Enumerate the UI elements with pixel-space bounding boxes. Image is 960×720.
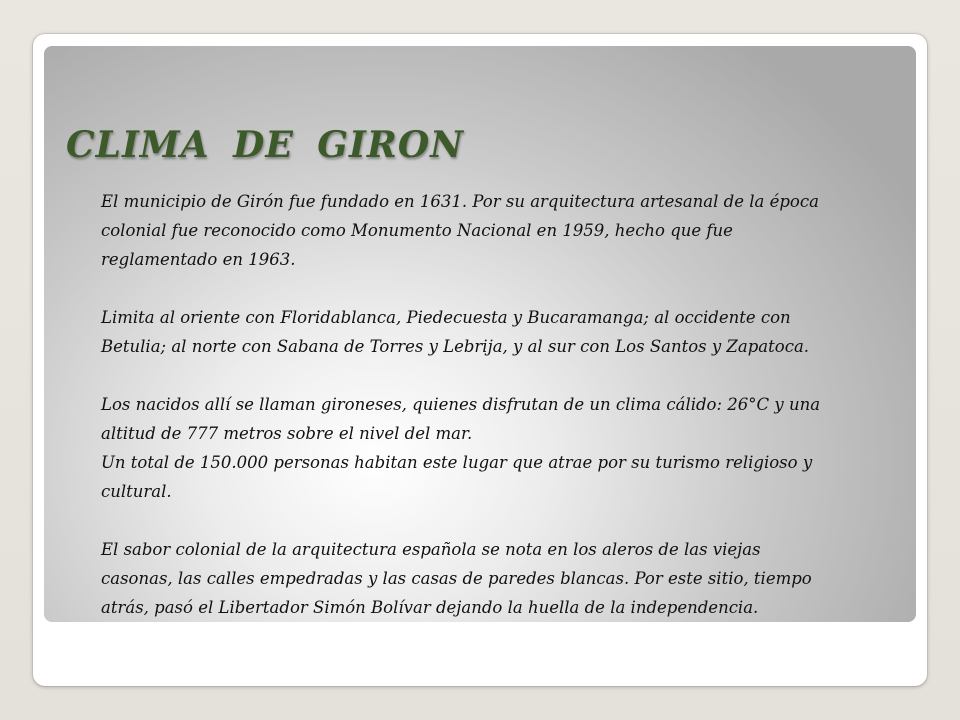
paragraph-population: Un total de 150.000 personas habitan este lugar que atrae por su turismo religioso y cultural. xyxy=(101,453,813,501)
paragraph-climate: Los nacidos allí se llaman gironeses, quienes disfrutan de un clima cálido: 26°C y una altitud de 777 metros sobre el nivel del mar. xyxy=(101,395,821,443)
slide-body xyxy=(101,187,829,622)
paragraph-foundation: El municipio de Girón fue fundado en 1631. Por su arquitectura artesanal de la época colonial fue reconocido como Monumento Nacional en 1959, hecho que fue reglamentado en 1963. xyxy=(101,192,819,269)
paragraph-boundaries: Limita al oriente con Floridablanca, Piedecuesta y Bucaramanga; al occidente con Betulia; al norte con Sabana de Torres y Lebrija, y al sur con Los Santos y Zapatoca. xyxy=(101,308,810,356)
paragraph-architecture: El sabor colonial de la arquitectura española se nota en los aleros de las viejas casonas, las calles empedradas y las casas de paredes blancas. Por este sitio, tiempo atrás, pasó el Libertador Simón Bolívar dejando la huella de la independencia. xyxy=(101,540,812,617)
slide-title: CLIMA DE GIRON xyxy=(66,124,465,166)
